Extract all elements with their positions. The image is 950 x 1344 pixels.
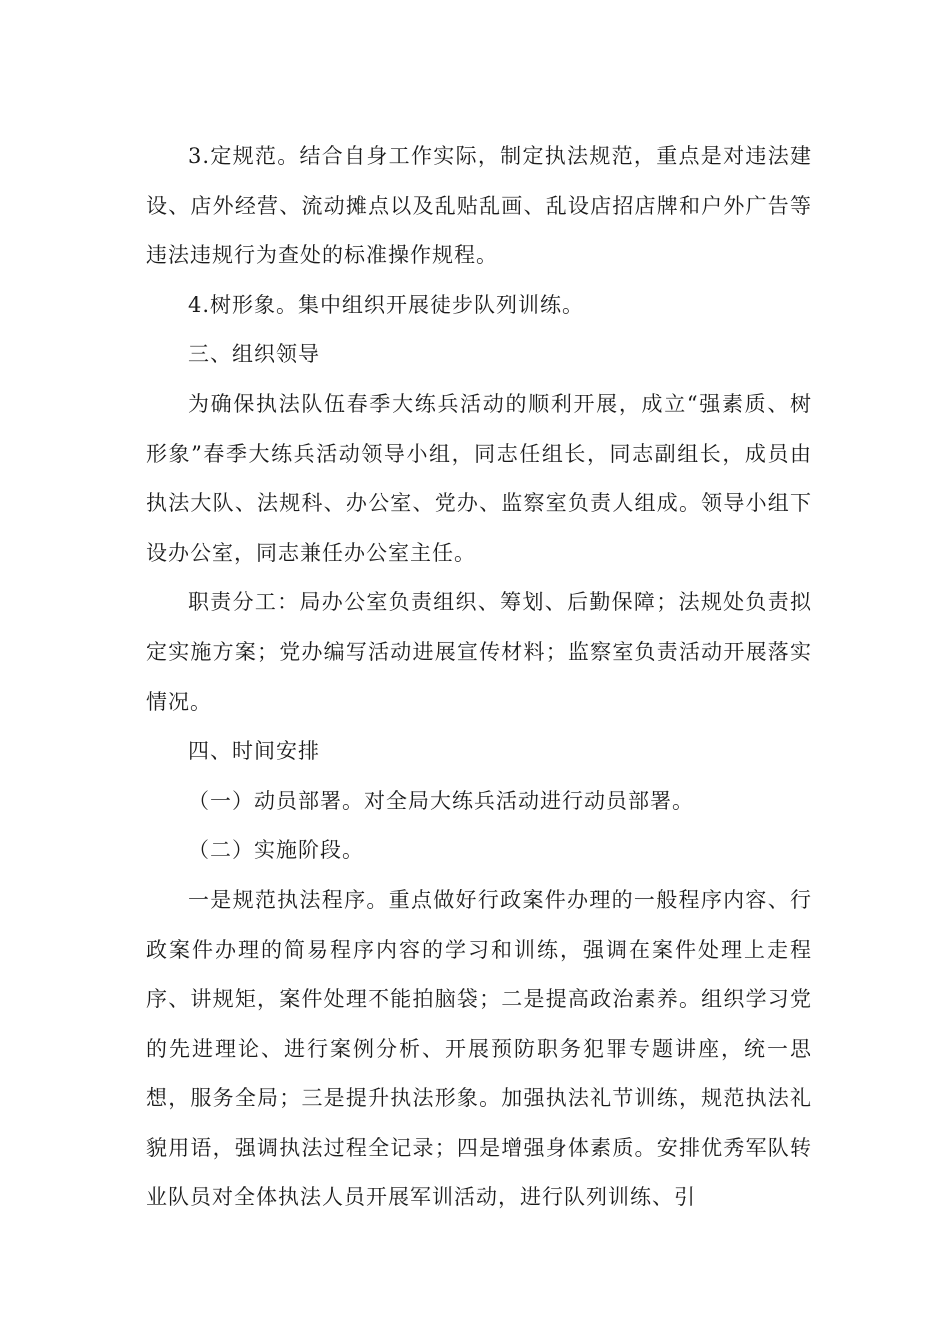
paragraph-leadership-group: 为确保执法队伍春季大练兵活动的顺利开展，成立“强素质、树形象”春季大练兵活动领导小组，同志任组长，同志副组长，成员由执法大队、法规科、办公室、党办、监察室负责人组成。领导小组下设办公室，同志兼任办公室主任。 [146,391,812,565]
paragraph-build-image: 4.树形象。集中组织开展徒步队列训练。 [188,292,585,317]
document-body [146,132,812,1223]
paragraph-define-standards: 3.定规范。结合自身工作实际，制定执法规范，重点是对违法建设、店外经营、流动摊点以及乱贴乱画、乱设店招店牌和户外广告等违法违规行为查处的标准操作规程。 [146,144,812,268]
paragraph-implementation: （二）实施阶段。 [188,838,364,863]
paragraph-mobilization: （一）动员部署。对全局大练兵活动进行动员部署。 [188,788,694,813]
section-heading-organization: 三、组织领导 [188,342,320,367]
section-heading-schedule: 四、时间安排 [188,739,320,764]
paragraph-implementation-details: 一是规范执法程序。重点做好行政案件办理的一般程序内容、行政案件办理的简易程序内容的学习和训练，强调在案件处理上走程序、讲规矩，案件处理不能拍脑袋；二是提高政治素养。组织学习党的先进理论、进行案例分析、开展预防职务犯罪专题讲座，统一思想，服务全局；三是提升执法形象。加强执法礼节训练，规范执法礼貌用语，强调执法过程全记录；四是增强身体素质。安排优秀军队转业队员对全体执法人员开展军训活动，进行队列训练、引 [146,887,812,1210]
paragraph-responsibilities: 职责分工：局办公室负责组织、筹划、后勤保障；法规处负责拟定实施方案；党办编写活动进展宣传材料；监察室负责活动开展落实情况。 [146,590,812,714]
